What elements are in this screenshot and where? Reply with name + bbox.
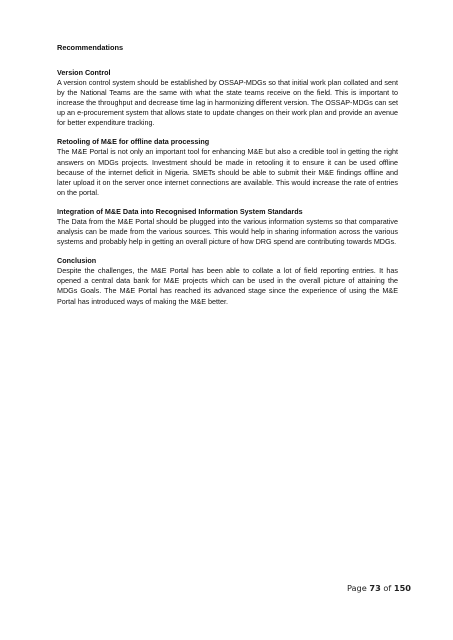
section-paragraph: A version control system should be established by OSSAP-MDGs so that initial work plan collated and sent by the National Teams are the same with what the state teams receive on the field. This is important to increase the throughput and decrease time lag in harmonizing different version. The OSSAP-MDGs can set up an e-procurement system that allows state to update changes on their work plan and provide an avenue for better expenditure tracking. xyxy=(57,78,398,128)
section-title: Integration of M&E Data into Recognised Information System Standards xyxy=(57,206,303,216)
current-page-number: 73 xyxy=(369,583,381,593)
section-integration xyxy=(57,207,398,247)
page-content xyxy=(57,43,398,316)
section-retooling xyxy=(57,137,398,197)
section-paragraph: Despite the challenges, the M&E Portal has been able to collate a lot of field reporting entries. It has opened a central data bank for M&E projects which can be used in the overall picture of attaining the MDGs Goals. The M&E Portal has reached its advanced stage since the experience of using the M&E Portal has introduced ways of making the M&E better. xyxy=(57,266,398,306)
section-conclusion xyxy=(57,256,398,306)
of-label: of xyxy=(383,583,392,593)
total-pages-number: 150 xyxy=(393,583,411,593)
section-paragraph: The Data from the M&E Portal should be plugged into the various information systems so that comparative analysis can be made from the various sources. This would help in sharing information across the various systems and probably help in getting an overall picture of how DRG spend are contributing towards MDGs. xyxy=(57,216,398,247)
recommendations-heading: Recommendations xyxy=(57,43,124,52)
page-number-footer xyxy=(347,583,411,593)
section-title: Retooling of M&E for offline data processing xyxy=(57,137,210,147)
section-title: Version Control xyxy=(57,68,111,77)
section-title: Conclusion xyxy=(57,256,97,266)
section-paragraph: The M&E Portal is not only an important tool for enhancing M&E but also a credible tool in getting the right answers on MDGs projects. Investment should be made in retooling it to ensure it can be used offline because of the internet deficit in Nigeria. SMETs should be able to submit their M&E findings offline and later upload it on the server once internet connections are available. This would increase the rate of entries on the portal. xyxy=(57,147,398,197)
section-version-control xyxy=(57,68,398,128)
page-label: Page xyxy=(346,583,367,593)
